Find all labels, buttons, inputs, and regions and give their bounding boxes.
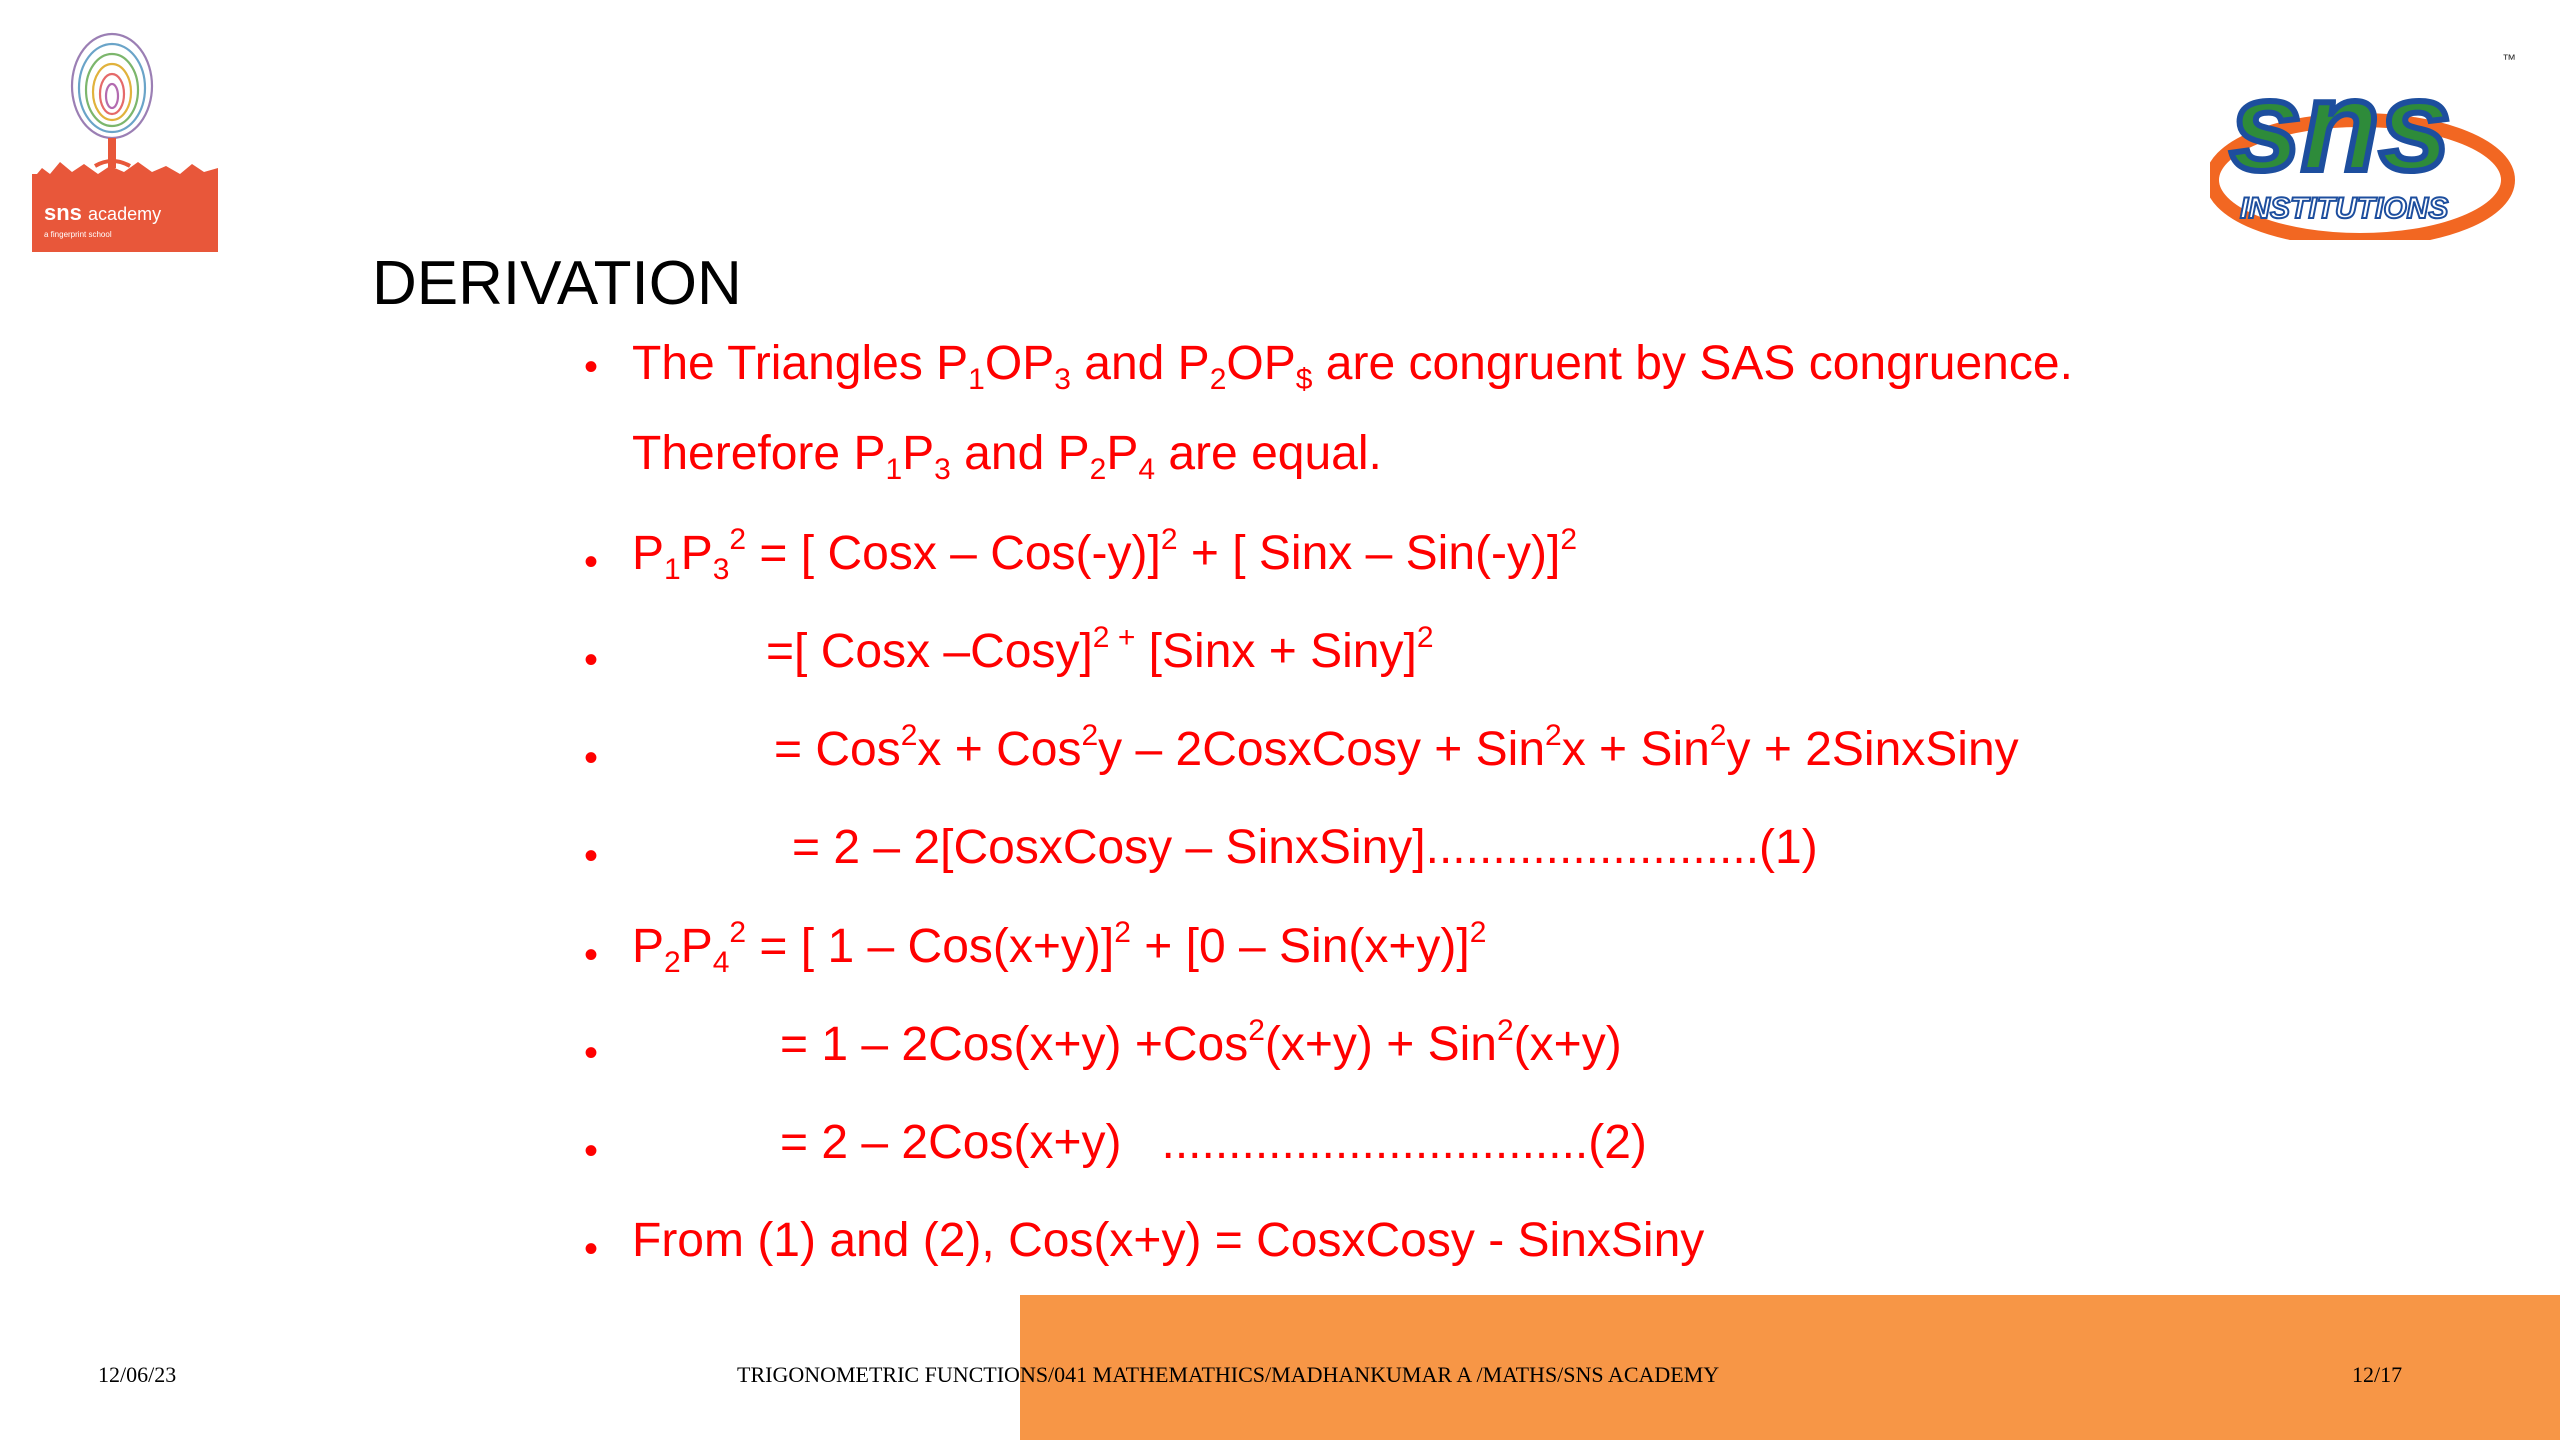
bullet-7-line: = 1 – 2Cos(x+y) +Cos$^2$(x+y) + Sin$^2$(x+y) (780, 1014, 1622, 1071)
academy-tagline: a fingerprint school (44, 230, 112, 239)
bullet-1-line-1: The Triangles $P_1OP_3$ and $P_2OP_{\$}$ are congruent by SAS congruence. (632, 337, 2073, 396)
bullet-1-line-2: Therefore $P_1P_3$ and $P_2P_4$ are equal. (632, 427, 1382, 486)
bullet-8-line: = 2 – 2Cos(x+y) ................................(2) (780, 1116, 1647, 1169)
bullet-marker: • (584, 345, 599, 389)
bullet-marker: • (584, 1031, 599, 1075)
bullet-marker: • (584, 1129, 599, 1173)
bullet-marker: • (584, 638, 599, 682)
bullet-marker: • (584, 1227, 599, 1271)
footer-date: 12/06/23 (98, 1362, 177, 1387)
bullet-6-line: $P_2P_4^2$ = [ $1 - Cos(x+y)]^2 + [0 - Sin(x+y)]^2$ (632, 916, 1487, 979)
bullet-4-line: = Cos$^2$x + Cos$^2$y – 2CosxCosy + Sin$^2$x + Sin$^2$y + 2SinxSiny (774, 719, 2019, 776)
bullet-marker: • (584, 933, 599, 977)
bullet-marker: • (584, 540, 599, 584)
bullet-marker: • (584, 834, 599, 878)
academy-brand-text: sns (44, 200, 82, 225)
institutions-brand-text: sns (2230, 55, 2451, 198)
institutions-word-text: INSTITUTIONS (2240, 192, 2449, 225)
bullet-marker: • (584, 736, 599, 780)
page-number: 12/17 (2352, 1362, 2403, 1387)
bullet-3-line: =[ Cosx –Cosy]$^{2 +}$ [Sinx + Siny]$^2$ (766, 621, 1434, 678)
footer-title: TRIGONOMETRIC FUNCTIONS/041 MATHEMATHICS/MADHANKUMAR A /MATHS/SNS ACADEMY (737, 1362, 1720, 1387)
bullet-2-line: $P_1P_3^2$ = [ Cosx – Cos(-y)]$^2$ + [ Sinx – Sin(-y)]$^2$ (632, 523, 1577, 586)
academy-word-text: academy (88, 204, 162, 224)
slide-title: DERIVATION (372, 249, 742, 318)
trademark-text: ™ (2502, 51, 2516, 67)
bullet-9-line: From (1) and (2), Cos(x+y) = CosxCosy - SinxSiny (632, 1214, 1705, 1267)
bullet-5-line: = 2 – 2[CosxCosy – SinxSiny].........................(1) (792, 821, 1818, 874)
